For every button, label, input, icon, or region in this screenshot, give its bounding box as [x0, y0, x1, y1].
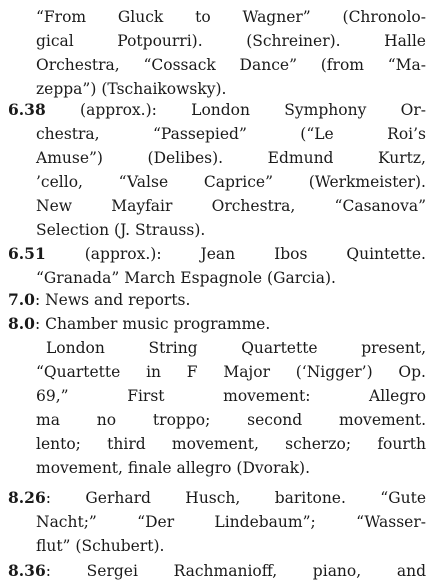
line-text: zeppa”) (Tschaikowsky).	[36, 80, 227, 98]
text-line	[0, 535, 426, 557]
text-line	[0, 78, 426, 100]
time-entry-line	[0, 487, 426, 509]
text-line	[0, 385, 426, 407]
text-line	[0, 337, 426, 359]
line-text: “Quartette in F Major (‘Nigger’) Op.	[36, 363, 426, 381]
time-entry-line	[0, 243, 426, 265]
line-text: : Chamber music programme.	[34, 315, 271, 333]
line-text: Nacht;” “Der Lindebaum”; “Wasser-	[36, 513, 426, 531]
text-line	[0, 123, 426, 145]
text-line	[0, 171, 426, 193]
broadcast-time: 8.0	[8, 314, 35, 333]
broadcast-time: 8.26	[8, 488, 46, 507]
text-line	[0, 6, 426, 28]
time-entry-line	[0, 289, 426, 311]
broadcast-time: 7.0	[8, 290, 35, 309]
line-text: ’cello, “Valse Caprice” (Werkmeister).	[36, 173, 426, 191]
text-line	[0, 433, 426, 455]
line-text: “Granada” March Espagnole (Garcia).	[36, 269, 336, 287]
text-line	[0, 219, 426, 241]
text-line	[0, 361, 426, 383]
text-line	[0, 409, 426, 431]
time-entry-line	[0, 313, 426, 335]
line-text: : Gerhard Husch, baritone. “Gute	[45, 489, 426, 507]
line-text: Amuse”) (Delibes). Edmund Kurtz,	[36, 149, 426, 167]
line-text: Orchestra, “Cossack Dance” (from “Ma-	[36, 56, 426, 74]
broadcast-time: 6.51	[8, 244, 46, 263]
line-text: flut” (Schubert).	[36, 537, 165, 555]
broadcast-time: 8.36	[8, 561, 46, 580]
line-text: (approx.): Jean Ibos Quintette.	[45, 245, 426, 263]
line-text: Selection (J. Strauss).	[36, 221, 206, 239]
line-text: 69,” First movement: Allegro	[36, 387, 426, 405]
text-line	[0, 147, 426, 169]
text-line	[0, 511, 426, 533]
line-text: chestra, “Passepied” (“Le Roi’s	[36, 125, 426, 143]
line-text: (approx.): London Symphony Or-	[45, 101, 426, 119]
line-text: “From Gluck to Wagner” (Chronolo-	[36, 8, 426, 26]
text-line	[0, 267, 426, 289]
line-text: gical Potpourri). (Schreiner). Halle	[36, 32, 426, 50]
text-line	[0, 195, 426, 217]
line-text: : Sergei Rachmanioff, piano, and	[45, 562, 426, 580]
line-text: movement, finale allegro (Dvorak).	[36, 459, 311, 477]
line-text: ma no troppo; second movement.	[36, 411, 426, 429]
line-text: : News and reports.	[34, 291, 191, 309]
line-text: lento; third movement, scherzo; fourth	[36, 435, 426, 453]
broadcast-time: 6.38	[8, 100, 46, 119]
text-line	[0, 30, 426, 52]
line-text: London String Quartette present,	[46, 339, 426, 357]
line-text: New Mayfair Orchestra, “Casanova”	[36, 197, 426, 215]
text-line	[0, 54, 426, 76]
text-line	[0, 457, 426, 479]
time-entry-line	[0, 99, 426, 121]
time-entry-line	[0, 560, 426, 582]
